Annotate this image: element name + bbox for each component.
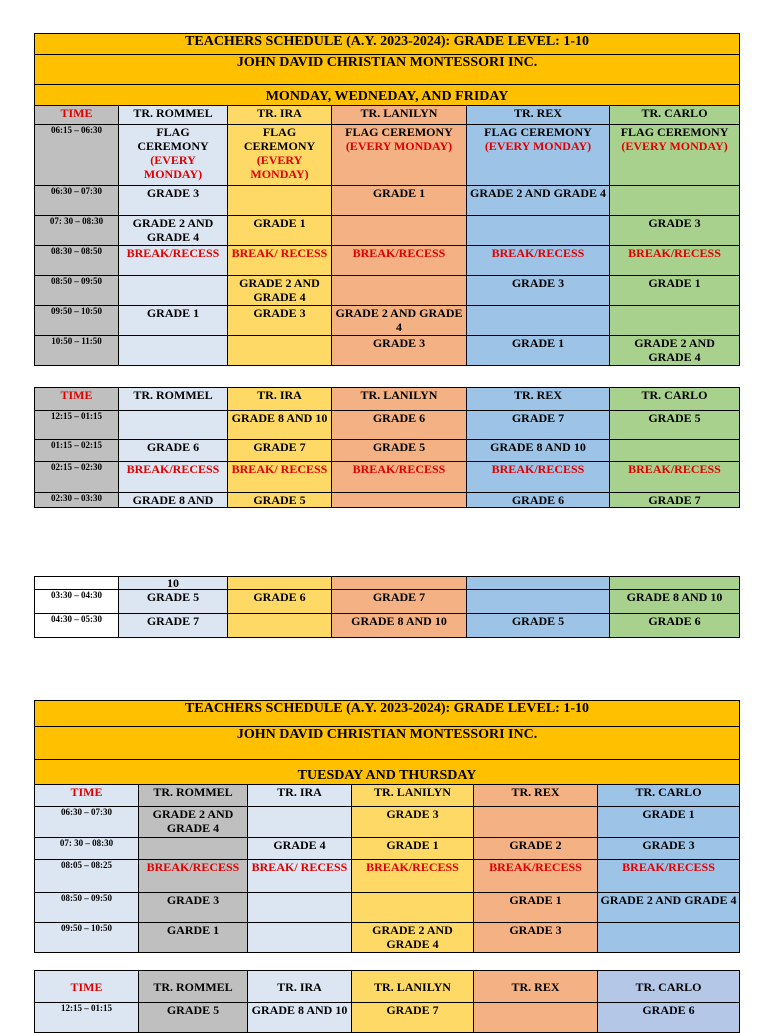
break-recess-cell: BREAK/RECESS (610, 246, 740, 276)
header-tr-carlo: TR. CARLO (610, 388, 740, 411)
schedule-cell: GRADE 1 (332, 186, 467, 216)
break-recess-cell: BREAK/ RECESS (248, 860, 352, 893)
schedule-cell: GRADE 6 (598, 1003, 740, 1033)
flag-ceremony-label: FLAG CEREMONY (243, 125, 316, 153)
schedule-cell: GRADE 3 (119, 186, 228, 216)
break-recess-cell: BREAK/RECESS (610, 462, 740, 493)
schedule-cell (228, 125, 332, 186)
schedule-cell: GRADE 5 (332, 440, 467, 462)
schedule-cell: GRADE 1 (474, 893, 598, 923)
school-name: JOHN DAVID CHRISTIAN MONTESSORI INC. (35, 55, 740, 85)
schedule-cell (467, 577, 610, 590)
schedule-cell: GRADE 8 AND 10 (248, 1003, 352, 1033)
table-row (35, 493, 740, 508)
header-tr-rommel: TR. ROMMEL (119, 388, 228, 411)
schedule-cell: GRADE 1 (467, 336, 610, 366)
time-cell: 01:15 – 02:15 (35, 440, 119, 462)
schedule-cell: GRADE 3 (610, 216, 740, 246)
schedule-cell: GRADE 5 (139, 1003, 248, 1033)
schedule-cell (467, 216, 610, 246)
schedule-cell (610, 306, 740, 336)
header-tr-ira: TR. IRA (228, 106, 332, 125)
schedule-cell (119, 336, 228, 366)
mwf-morning-schedule-table (34, 33, 740, 366)
break-recess-cell: BREAK/ RECESS (228, 246, 332, 276)
break-recess-cell: BREAK/RECESS (139, 860, 248, 893)
schedule-cell: GRADE 2 AND GRADE 4 (119, 216, 228, 246)
schedule-cell: GRADE 5 (228, 493, 332, 508)
schedule-cell: GRADE 2 AND GRADE 4 (352, 923, 474, 953)
header-tr-carlo: TR. CARLO (598, 785, 740, 807)
table-row (35, 125, 740, 186)
every-monday-note: (EVERY MONDAY) (143, 153, 203, 181)
header-tr-rommel: TR. ROMMEL (119, 106, 228, 125)
table-row (35, 440, 740, 462)
schedule-cell: GRADE 2 AND GRADE 4 (332, 306, 467, 336)
break-recess-cell: BREAK/RECESS (598, 860, 740, 893)
table-row (35, 590, 740, 614)
time-cell: 08:05 – 08:25 (35, 860, 139, 893)
schedule-cell: GRADE 5 (467, 614, 610, 638)
schedule-cell: GRADE 7 (119, 614, 228, 638)
schedule-cell: GRADE 1 (610, 276, 740, 306)
schedule-cell: GRADE 2 (474, 838, 598, 860)
schedule-cell: GRADE 3 (352, 807, 474, 838)
time-cell: 08:50 – 09:50 (35, 893, 139, 923)
time-cell: 09:50 – 10:50 (35, 306, 119, 336)
break-recess-cell: BREAK/RECESS (352, 860, 474, 893)
schedule-cell (248, 893, 352, 923)
schedule-cell: GRADE 7 (610, 493, 740, 508)
schedule-title: TEACHERS SCHEDULE (A.Y. 2023-2024): GRADE LEVEL: 1-10 (35, 34, 740, 55)
time-header: TIME (35, 388, 119, 411)
time-cell (35, 577, 119, 590)
time-cell: 06:30 – 07:30 (35, 807, 139, 838)
time-cell: 07: 30 – 08:30 (35, 216, 119, 246)
schedule-cell: GRADE 2 AND GRADE 4 (228, 276, 332, 306)
schedule-cell: GRADE 7 (352, 1003, 474, 1033)
schedule-cell: GRADE 2 AND GRADE 4 (610, 336, 740, 366)
schedule-cell (139, 838, 248, 860)
schedule-cell (474, 807, 598, 838)
schedule-cell (248, 807, 352, 838)
table-row (35, 838, 740, 860)
schedule-cell: GRADE 7 (467, 411, 610, 440)
table-row (35, 1003, 740, 1033)
table-row (35, 276, 740, 306)
header-tr-lanilyn: TR. LANILYN (352, 785, 474, 807)
schedule-cell: GRADE 1 (228, 216, 332, 246)
table-row (35, 246, 740, 276)
break-recess-cell: BREAK/ RECESS (228, 462, 332, 493)
time-header: TIME (35, 106, 119, 125)
header-tr-ira: TR. IRA (248, 785, 352, 807)
every-monday-note: (EVERY MONDAY) (345, 139, 453, 153)
table-row (35, 411, 740, 440)
schedule-cell: GRADE 8 AND (119, 493, 228, 508)
header-tr-carlo: TR. CARLO (598, 971, 740, 1003)
table-row (35, 893, 740, 923)
header-tr-ira: TR. IRA (248, 971, 352, 1003)
schedule-cell: GRADE 5 (610, 411, 740, 440)
schedule-cell: GRADE 4 (248, 838, 352, 860)
time-cell: 02:15 – 02:30 (35, 462, 119, 493)
header-tr-lanilyn: TR. LANILYN (332, 388, 467, 411)
schedule-cell (610, 125, 740, 186)
schedule-cell (610, 440, 740, 462)
header-tr-carlo: TR. CARLO (610, 106, 740, 125)
break-recess-cell: BREAK/RECESS (332, 462, 467, 493)
schedule-cell (332, 216, 467, 246)
header-tr-lanilyn: TR. LANILYN (352, 971, 474, 1003)
schedule-cell (248, 923, 352, 953)
header-tr-ira: TR. IRA (228, 388, 332, 411)
schedule-cell (228, 614, 332, 638)
time-cell: 06:30 – 07:30 (35, 186, 119, 216)
schedule-cell: GARDE 1 (139, 923, 248, 953)
every-monday-note: (EVERY MONDAY) (621, 139, 728, 153)
schedule-cell: GRADE 6 (228, 590, 332, 614)
flag-ceremony-label: FLAG CEREMONY (345, 125, 453, 139)
table-row (35, 462, 740, 493)
break-recess-cell: BREAK/RECESS (332, 246, 467, 276)
header-tr-rommel: TR. ROMMEL (139, 785, 248, 807)
schedule-cell: GRADE 7 (332, 590, 467, 614)
schedule-cell: GRADE 1 (352, 838, 474, 860)
time-cell: 12:15 – 01:15 (35, 1003, 139, 1033)
flag-ceremony-label: FLAG CEREMONY (484, 125, 592, 139)
schedule-cell (610, 186, 740, 216)
flag-ceremony-label: FLAG CEREMONY (137, 125, 209, 153)
break-recess-cell: BREAK/RECESS (467, 462, 610, 493)
table-row (35, 860, 740, 893)
schedule-cell (332, 276, 467, 306)
time-cell: 08:30 – 08:50 (35, 246, 119, 276)
schedule-cell (228, 336, 332, 366)
schedule-cell: GRADE 7 (228, 440, 332, 462)
schedule-cell: GRADE 8 AND 10 (228, 411, 332, 440)
break-recess-cell: BREAK/RECESS (119, 246, 228, 276)
schedule-cell: 10 (119, 577, 228, 590)
schedule-cell: GRADE 8 AND 10 (332, 614, 467, 638)
schedule-cell (119, 125, 228, 186)
schedule-cell: GRADE 3 (598, 838, 740, 860)
header-tr-lanilyn: TR. LANILYN (332, 106, 467, 125)
time-cell: 08:50 – 09:50 (35, 276, 119, 306)
schedule-cell: GRADE 1 (119, 306, 228, 336)
header-tr-rommel: TR. ROMMEL (139, 971, 248, 1003)
header-tr-rex: TR. REX (474, 785, 598, 807)
every-monday-note: (EVERY MONDAY) (484, 139, 592, 153)
schedule-cell (610, 577, 740, 590)
schedule-cell (228, 577, 332, 590)
days-heading: TUESDAY AND THURSDAY (35, 760, 740, 785)
mwf-afternoon-schedule-table (34, 387, 740, 508)
schedule-cell: GRADE 6 (119, 440, 228, 462)
schedule-cell (332, 493, 467, 508)
header-tr-rex: TR. REX (467, 106, 610, 125)
schedule-cell (467, 590, 610, 614)
time-cell: 02:30 – 03:30 (35, 493, 119, 508)
time-cell: 09:50 – 10:50 (35, 923, 139, 953)
schedule-cell (467, 306, 610, 336)
schedule-cell: GRADE 1 (598, 807, 740, 838)
table-row (35, 577, 740, 590)
schedule-title: TEACHERS SCHEDULE (A.Y. 2023-2024): GRADE LEVEL: 1-10 (35, 701, 740, 727)
break-recess-cell: BREAK/RECESS (467, 246, 610, 276)
tt-morning-schedule-table (34, 700, 740, 953)
table-row (35, 807, 740, 838)
schedule-cell (474, 1003, 598, 1033)
school-name: JOHN DAVID CHRISTIAN MONTESSORI INC. (35, 727, 740, 760)
break-recess-cell: BREAK/RECESS (119, 462, 228, 493)
table-row (35, 216, 740, 246)
header-tr-rex: TR. REX (467, 388, 610, 411)
schedule-cell (119, 411, 228, 440)
schedule-cell: GRADE 6 (467, 493, 610, 508)
table-row (35, 306, 740, 336)
schedule-cell (352, 893, 474, 923)
schedule-cell: GRADE 6 (610, 614, 740, 638)
schedule-cell (467, 125, 610, 186)
schedule-cell: GRADE 8 AND 10 (467, 440, 610, 462)
schedule-cell: GRADE 8 AND 10 (610, 590, 740, 614)
time-cell: 06:15 – 06:30 (35, 125, 119, 186)
schedule-cell (598, 923, 740, 953)
schedule-cell (119, 276, 228, 306)
time-cell: 03:30 – 04:30 (35, 590, 119, 614)
table-row (35, 186, 740, 216)
header-tr-rex: TR. REX (474, 971, 598, 1003)
schedule-cell: GRADE 2 AND GRADE 4 (467, 186, 610, 216)
break-recess-cell: BREAK/RECESS (474, 860, 598, 893)
table-row (35, 336, 740, 366)
table-row (35, 614, 740, 638)
schedule-cell: GRADE 2 AND GRADE 4 (598, 893, 740, 923)
flag-ceremony-label: FLAG CEREMONY (620, 125, 729, 139)
schedule-cell (332, 577, 467, 590)
time-header: TIME (35, 971, 139, 1003)
table-row (35, 923, 740, 953)
time-header: TIME (35, 785, 139, 807)
mwf-afternoon-continued-table (34, 576, 740, 638)
schedule-cell (228, 186, 332, 216)
every-monday-note: (EVERY MONDAY) (250, 153, 309, 181)
schedule-cell: GRADE 3 (474, 923, 598, 953)
schedule-cell: GRADE 3 (228, 306, 332, 336)
time-cell: 04:30 – 05:30 (35, 614, 119, 638)
schedule-cell (332, 125, 467, 186)
time-cell: 10:50 – 11:50 (35, 336, 119, 366)
time-cell: 07: 30 – 08:30 (35, 838, 139, 860)
time-cell: 12:15 – 01:15 (35, 411, 119, 440)
schedule-cell: GRADE 6 (332, 411, 467, 440)
schedule-cell: GRADE 3 (467, 276, 610, 306)
schedule-cell: GRADE 5 (119, 590, 228, 614)
schedule-cell: GRADE 3 (332, 336, 467, 366)
schedule-cell: GRADE 3 (139, 893, 248, 923)
days-heading: MONDAY, WEDNEDAY, AND FRIDAY (35, 85, 740, 106)
schedule-cell: GRADE 2 AND GRADE 4 (139, 807, 248, 838)
